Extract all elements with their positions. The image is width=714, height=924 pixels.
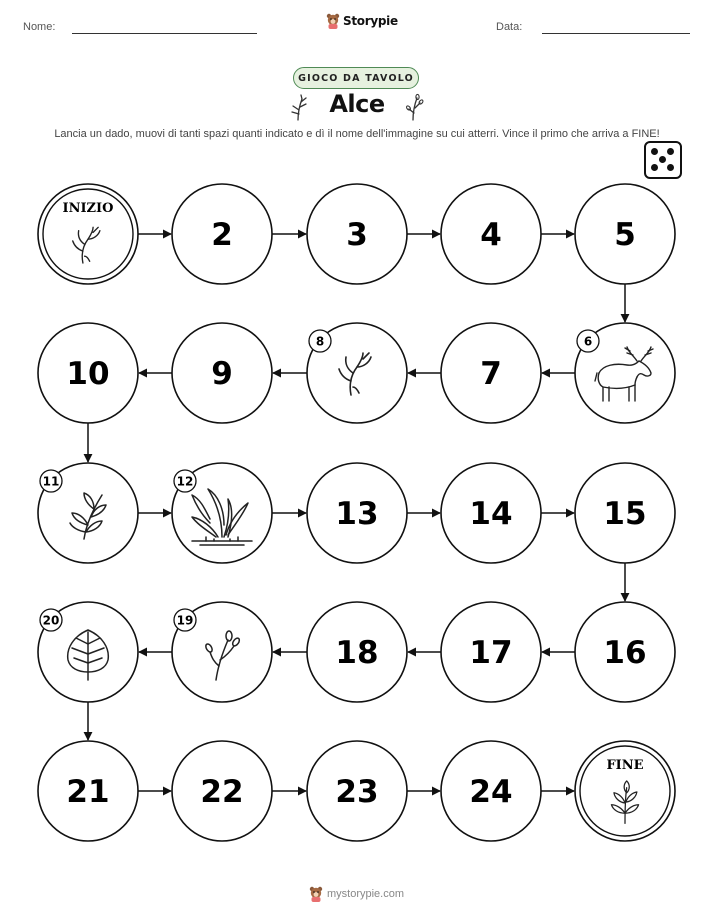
board-space-7[interactable]: [441, 323, 541, 423]
space-number: 2: [211, 217, 233, 253]
space-number: 16: [603, 635, 647, 671]
space-number: 13: [335, 496, 379, 532]
board-space-12[interactable]: [172, 463, 272, 563]
space-number: 8: [315, 334, 325, 349]
bear-mascot-icon: [309, 886, 323, 902]
brand-name: Storypie: [343, 14, 398, 28]
board-space-finish[interactable]: [575, 741, 675, 841]
finish-label: FINE: [606, 758, 644, 773]
space-number: 23: [335, 774, 379, 810]
space-circle: [38, 184, 138, 284]
name-label: Nome:: [23, 21, 56, 33]
date-label: Data:: [496, 21, 523, 33]
board-space-22[interactable]: [172, 741, 272, 841]
board-space-20[interactable]: [38, 602, 138, 702]
space-number: 3: [346, 217, 368, 253]
space-number: 4: [480, 217, 502, 253]
board-space-16[interactable]: [575, 602, 675, 702]
space-number: 6: [583, 334, 593, 349]
space-number: 22: [200, 774, 244, 810]
board-space-10[interactable]: [38, 323, 138, 423]
space-number: 19: [176, 613, 194, 628]
space-number: 10: [66, 356, 110, 392]
board-space-21[interactable]: [38, 741, 138, 841]
space-number: 15: [603, 496, 647, 532]
board-space-24[interactable]: [441, 741, 541, 841]
board-space-14[interactable]: [441, 463, 541, 563]
space-number: 14: [469, 496, 513, 532]
board-space-2[interactable]: [172, 184, 272, 284]
instructions-text: Lancia un dado, muovi di tanti spazi quanti indicato e dì il nome dell'immagine su cui atterri. Vince il primo che arriva a FINE!: [54, 128, 660, 140]
space-number: 5: [614, 217, 636, 253]
board-space-start[interactable]: [38, 184, 138, 284]
board-space-8[interactable]: [307, 323, 407, 423]
space-number: 9: [211, 356, 233, 392]
game-type-badge: GIOCO DA TAVOLO: [293, 67, 419, 89]
board-space-6[interactable]: [575, 323, 675, 423]
space-number: 11: [42, 474, 60, 489]
start-label: INIZIO: [62, 201, 114, 216]
footer-url: mystorypie.com: [327, 888, 405, 900]
board-space-9[interactable]: [172, 323, 272, 423]
space-number: 20: [42, 613, 60, 628]
board-space-3[interactable]: [307, 184, 407, 284]
board-space-13[interactable]: [307, 463, 407, 563]
space-number: 24: [469, 774, 513, 810]
space-number: 12: [176, 474, 194, 489]
footer: [309, 886, 404, 902]
board-space-5[interactable]: [575, 184, 675, 284]
board-space-4[interactable]: [441, 184, 541, 284]
space-number: 17: [469, 635, 513, 671]
board-space-15[interactable]: [575, 463, 675, 563]
board-space-19[interactable]: [172, 602, 272, 702]
board-space-23[interactable]: [307, 741, 407, 841]
board-space-17[interactable]: [441, 602, 541, 702]
space-number: 7: [480, 356, 502, 392]
board-space-18[interactable]: [307, 602, 407, 702]
board-space-11[interactable]: [38, 463, 138, 563]
page-title: Alce: [329, 90, 385, 118]
space-number: 18: [335, 635, 379, 671]
space-number: 21: [66, 774, 110, 810]
